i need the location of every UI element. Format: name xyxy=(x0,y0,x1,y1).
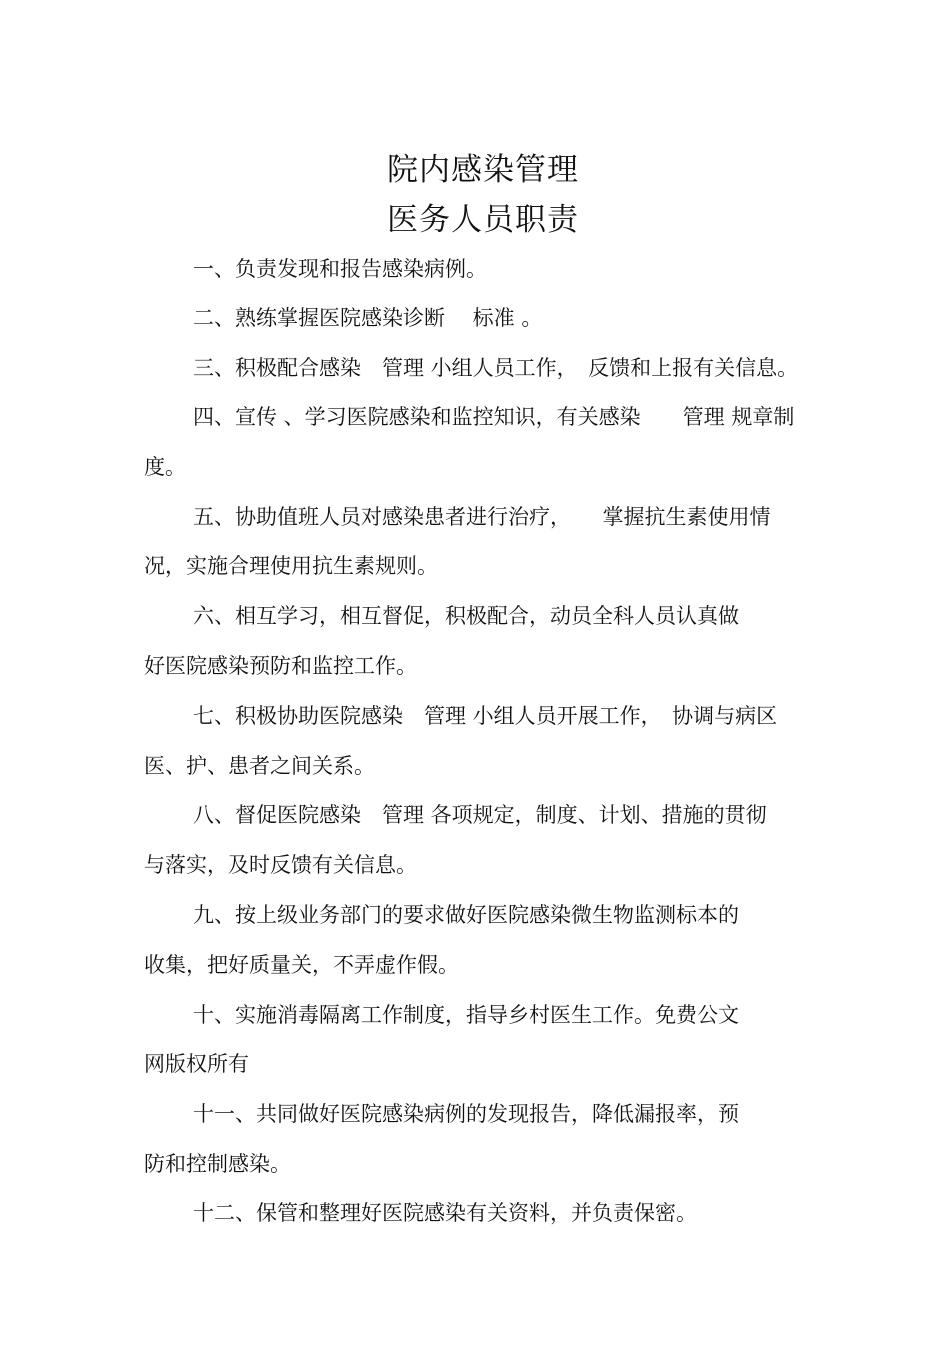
duty-item-7: 七、积极协助医院感染 管理 小组人员开展工作， 协调与病区 xyxy=(193,704,778,728)
duty-item-7-cont: 医、护、患者之间关系。 xyxy=(144,754,375,778)
duty-item-4: 四、宣传 、学习医院感染和监控知识，有关感染 管理 规章制 xyxy=(193,405,795,429)
duty-item-10: 十、实施消毒隔离工作制度，指导乡村医生工作。免费公文 xyxy=(193,1003,739,1027)
title-line-2: 医务人员职责 xyxy=(387,202,579,238)
duty-item-3: 三、积极配合感染 管理 小组人员工作， 反馈和上报有关信息。 xyxy=(193,356,799,380)
title-line-1: 院内感染管理 xyxy=(387,152,579,188)
duty-item-8-cont: 与落实，及时反馈有关信息。 xyxy=(144,853,417,877)
duty-item-2: 二、熟练掌握医院感染诊断 标准 。 xyxy=(193,306,543,330)
duty-item-5-cont: 况，实施合理使用抗生素规则。 xyxy=(144,554,438,578)
duty-item-10-cont: 网版权所有 xyxy=(144,1052,249,1076)
duty-item-4-cont: 度。 xyxy=(144,455,186,479)
duty-item-12: 十二、保管和整理好医院感染有关资料，并负责保密。 xyxy=(193,1201,697,1225)
duty-item-9: 九、按上级业务部门的要求做好医院感染微生物监测标本的 xyxy=(193,903,739,927)
duty-item-9-cont: 收集，把好质量关，不弄虚作假。 xyxy=(144,953,459,977)
duty-item-6: 六、相互学习，相互督促，积极配合，动员全科人员认真做 xyxy=(193,604,739,628)
duty-item-1: 一、负责发现和报告感染病例。 xyxy=(193,257,487,281)
duty-item-6-cont: 好医院感染预防和监控工作。 xyxy=(144,654,417,678)
duty-item-8: 八、督促医院感染 管理 各项规定，制度、计划、措施的贯彻 xyxy=(193,803,767,827)
duty-item-11-cont: 防和控制感染。 xyxy=(144,1152,291,1176)
duty-item-5: 五、协助值班人员对感染患者进行治疗， 掌握抗生素使用情 xyxy=(193,505,771,529)
duty-item-11: 十一、共同做好医院感染病例的发现报告，降低漏报率，预 xyxy=(193,1102,739,1126)
